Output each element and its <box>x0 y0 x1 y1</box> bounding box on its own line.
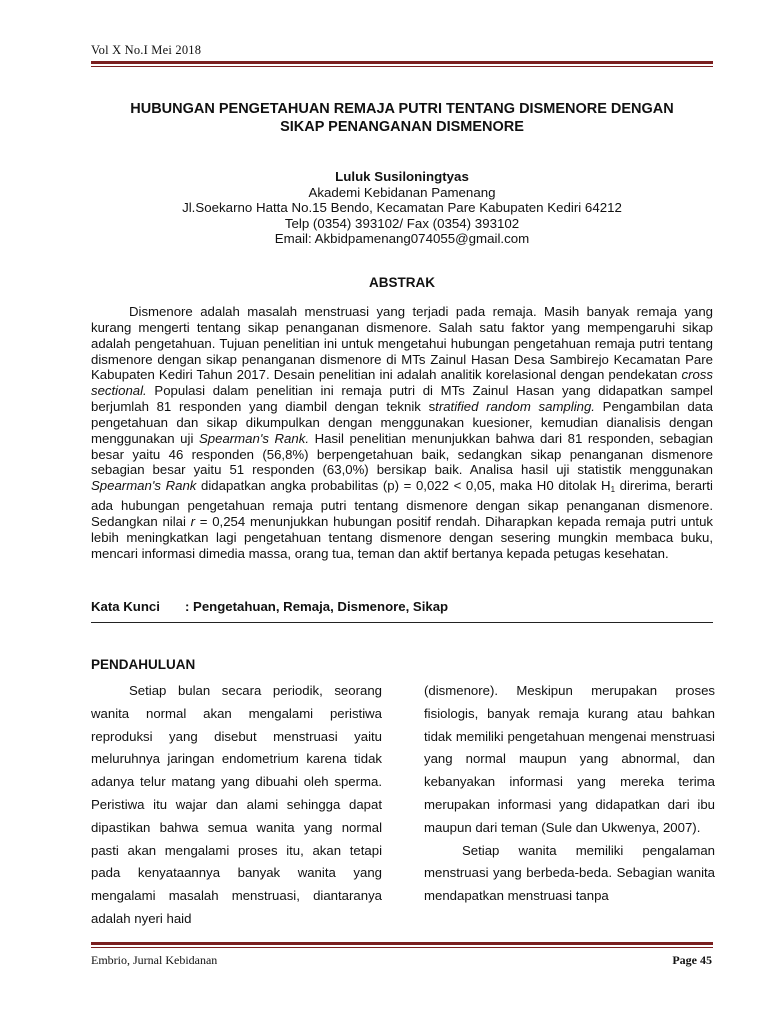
abstract-heading: ABSTRAK <box>369 275 435 290</box>
keywords-value: : Pengetahuan, Remaja, Dismenore, Sikap <box>185 599 449 614</box>
title-line-1: HUBUNGAN PENGETAHUAN REMAJA PUTRI TENTANG DISMENORE DENGAN <box>130 101 674 117</box>
keywords-divider <box>91 622 713 623</box>
author-institution: Akademi Kebidanan Pamenang <box>308 184 496 200</box>
page-number: Page 45 <box>672 953 712 967</box>
header-rule-thin <box>91 66 713 67</box>
header-rule-thick <box>91 61 713 64</box>
abstract-text: Dismenore adalah masalah menstruasi yang terjadi pada remaja. Masih banyak remaja yang kurang mengerti tentang sikap penanganan dismenore. Salah satu faktor yang mempengaruhi sikap adalah pengetahuan. Tujuan penelitian ini untuk mengetahui hubungan pengetahuan remaja putri tentang dismenore dengan sikap penanganan dismenore di MTs Zainul Hasan Desa Sambirejo Kecamatan Pare Kabupaten Kediri Tahun 2017. Desain penelitian ini adalah analitik korelasional dengan pendekatan <box>91 304 713 383</box>
footer-rule-thick <box>91 942 713 945</box>
abstract-paragraph <box>91 304 713 562</box>
author-phone: Telp (0354) 393102/ Fax (0354) 393102 <box>284 215 520 231</box>
journal-volume-header: Vol X No.I Mei 2018 <box>91 43 202 57</box>
author-email: Email: Akbidpamenang074055@gmail.com <box>274 231 530 246</box>
paper-title <box>91 100 713 136</box>
abstract-italic: r <box>190 513 196 529</box>
title-line-2: SIKAP PENANGANAN DISMENORE <box>280 119 524 135</box>
body-paragraph: (dismenore). Meskipun merupakan proses fisiologis, banyak remaja kurang atau bahkan tidak memiliki pengetahuan mengenai menstruasi yang normal maupun yang abnormal, dan kebanyakan informasi yang mereka terima merupakan informasi yang didapatkan dari ibu maupun dari teman (Sule dan Ukwenya, 2007). <box>424 683 715 835</box>
abstract-body <box>91 304 713 562</box>
footer-journal-name: Embrio, Jurnal Kebidanan <box>91 953 218 967</box>
abstract-italic: cross sectional. <box>91 367 713 399</box>
abstract-text: Pengambilan data pengetahuan dan sikap dikumpulkan dengan menggunakan kuesioner, kemudian dianalisis dengan menggunakan uji <box>91 399 713 446</box>
abstract-italic: Spearman's Rank. <box>198 430 309 446</box>
abstract-italic: tratified random sampling. <box>435 399 595 415</box>
abstract-text: direrima, berarti ada hubungan pengetahuan remaja putri tentang dismenore dengan sikap penanganan dismenore. Sedangkan nilai <box>91 478 713 529</box>
body-paragraph: Setiap wanita memiliki pengalaman menstruasi yang berbeda-beda. Sebagian wanita mendapatkan menstruasi tanpa <box>424 842 715 904</box>
abstract-text: = 0,254 menunjukkan hubungan positif rendah. Diharapkan kepada remaja putri untuk lebih meningkatkan lagi pengetahuan tentang dismenore dengan sesering mungkin membaca buku, mencari informasi dimedia massa, orang tua, teman dan aktif bertanya kepada petugas kesehatan. <box>91 513 714 561</box>
abstract-text: Hasil penelitian menunjukkan bahwa dari 81 responden, sebagian besar yaitu 46 responden (56,8%) berpengetahuan baik, sedangkan sikap penanganan dismenore sebagian besar yaitu 51 responden (63,0%) bersikap baik. Analisa hasil uji statistik menggunakan <box>91 430 714 478</box>
keywords-label: Kata Kunci <box>91 599 160 614</box>
section-heading-introduction: PENDAHULUAN <box>91 657 196 672</box>
author-block <box>91 169 713 247</box>
footer-rule-thin <box>91 947 713 948</box>
right-column <box>424 680 715 908</box>
abstract-subscript: 1 <box>610 485 616 495</box>
author-address: Jl.Soekarno Hatta No.15 Bendo, Kecamatan Pare Kabupaten Kediri 64212 <box>182 200 622 215</box>
keywords <box>91 599 713 614</box>
abstract-text: Populasi dalam penelitian ini remaja putri di MTs Zainul Hasan yang didapatkan sampel berjumlah 81 responden yang diambil dengan teknik s <box>91 383 713 415</box>
left-column <box>91 680 382 931</box>
body-paragraph: Setiap bulan secara periodik, seorang wanita normal akan mengalami peristiwa reproduksi yang disebut menstruasi yaitu meluruhnya jaringan endometrium karena tidak adanya telur matang yang dibuahi oleh sperma. Peristiwa itu wajar dan alami sehingga dapat dipastikan bahwa semua wanita yang normal pasti akan mengalami proses itu, akan tetapi pada kenyataannya banyak wanita yang mengalami masalah menstruasi, diantaranya adalah nyeri haid <box>91 683 382 926</box>
abstract-italic: Spearman's Rank <box>91 478 197 494</box>
author-name: Luluk Susiloningtyas <box>335 169 469 184</box>
abstract-text: didapatkan angka probabilitas (p) = 0,022 < 0,05, maka H0 ditolak H <box>196 478 611 494</box>
